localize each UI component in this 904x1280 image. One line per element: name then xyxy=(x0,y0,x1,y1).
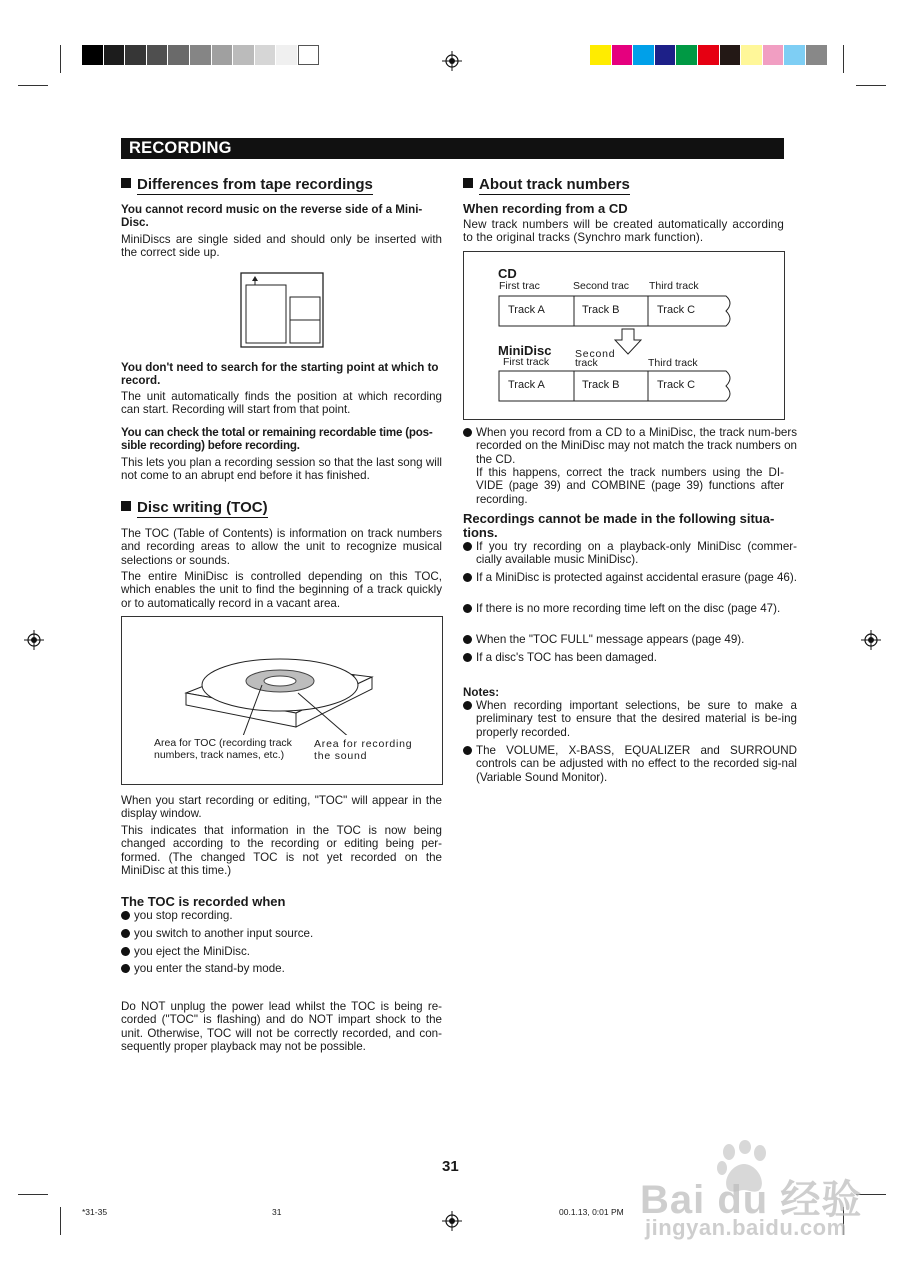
note-bullet: When recording important selections, be sure to make a preliminary test to ensure that the desired material is be-ing properly recorded. xyxy=(463,699,797,739)
cd-header: Second trac xyxy=(573,280,630,292)
section-header-bar xyxy=(121,138,784,159)
section-title: RECORDING xyxy=(129,139,232,157)
toc-p4: This indicates that information in the TOC is now being changed according to the recording or editing being per-formed. (The changed TOC is not yet recorded on the MiniDisc at this time.) xyxy=(121,824,442,878)
square-bullet-icon xyxy=(463,178,473,188)
md-header: Second xyxy=(575,348,616,360)
bullet-dot-icon xyxy=(463,701,472,710)
md-header: First track xyxy=(503,356,550,368)
bullet-dot-icon xyxy=(463,653,472,662)
down-arrow-icon xyxy=(614,328,642,356)
track-mismatch-fix: If this happens, correct the track numbers using the DI-VIDE (page 39) and COMBINE (page 39) functions after recording. xyxy=(476,466,784,506)
track-mismatch-bullet: When you record from a CD to a MiniDisc, the track num-bers recorded on the MiniDisc may not match the track numbers on the CD. xyxy=(463,426,797,466)
registration-mark-left-icon xyxy=(24,630,44,650)
md-header: track xyxy=(575,357,598,369)
diff-p3: This lets you plan a recording session so that the last song will not come to an abrupt end before it has finished. xyxy=(121,456,442,483)
toc-bullet: you enter the stand-by mode. xyxy=(121,962,455,975)
bullet-dot-icon xyxy=(463,542,472,551)
toc-area-label: Area for TOC (recording track numbers, track names, etc.) xyxy=(154,737,292,761)
toc-p3: When you start recording or editing, "TOC" will appear in the display window. xyxy=(121,794,442,821)
registration-mark-bottom-icon xyxy=(442,1211,462,1231)
page-number: 31 xyxy=(442,1158,459,1175)
slug-right: 00.1.13, 0:01 PM xyxy=(559,1207,624,1217)
md-track-cell: Track C xyxy=(657,379,696,391)
watermark-brand: Bai du 经验 xyxy=(640,1178,863,1222)
differences-heading: Differences from tape recordings xyxy=(121,176,373,193)
slug-mid: 31 xyxy=(272,1207,282,1217)
color-calibration-bar xyxy=(590,45,828,65)
minidisc-illustration xyxy=(240,272,324,348)
toc-recorded-heading: The TOC is recorded when xyxy=(121,894,286,909)
notes-heading: Notes: xyxy=(463,686,500,699)
bullet-dot-icon xyxy=(121,911,130,920)
slug-left: *31-35 xyxy=(82,1207,108,1217)
cd-track-cell: Track A xyxy=(508,304,545,316)
toc-figure xyxy=(121,616,443,785)
diff-p3-bold: You can check the total or remaining recordable time (pos-sible recording) before recording. xyxy=(121,426,433,453)
cannot-bullet: If there is no more recording time left on the disc (page 47). xyxy=(463,602,797,615)
registration-mark-top-icon xyxy=(442,51,462,71)
track-numbers-heading: About track numbers xyxy=(463,176,630,193)
toc-warning: Do NOT unplug the power lead whilst the TOC is being re-corded ("TOC" is flashing) and do NOT impart shock to the unit. Otherwise, TOC will not be correctly recorded, and con-sequently proper playback may not be possible. xyxy=(121,1000,442,1054)
trim-mark xyxy=(60,45,61,73)
track-diagram xyxy=(463,251,785,420)
trim-mark xyxy=(18,85,48,86)
toc-bullet: you switch to another input source. xyxy=(121,927,455,940)
bullet-dot-icon xyxy=(463,573,472,582)
trim-mark xyxy=(843,45,844,73)
disc-diagram xyxy=(182,635,392,735)
toc-p2: The entire MiniDisc is controlled depending on this TOC, which enables the unit to find the beginning of a track quickly or to automatically record in a vacant area. xyxy=(121,570,442,610)
bullet-dot-icon xyxy=(463,428,472,437)
cd-track-cell: Track C xyxy=(657,304,696,316)
toc-heading: Disc writing (TOC) xyxy=(121,499,268,516)
watermark-url: jingyan.baidu.com xyxy=(645,1215,847,1240)
toc-p1: The TOC (Table of Contents) is information on track numbers and recording areas to allow the unit to recognize musical selections or sounds. xyxy=(121,527,442,567)
cannot-bullet: If a MiniDisc is protected against accidental erasure (page 46). xyxy=(463,571,797,584)
bullet-dot-icon xyxy=(463,635,472,644)
bullet-dot-icon xyxy=(463,604,472,613)
minidisc-label: MiniDisc xyxy=(498,343,552,358)
cd-header: First trac xyxy=(499,280,540,292)
diff-p1-bold: You cannot record music on the reverse side of a Mini-Disc. xyxy=(121,203,423,230)
cannot-bullet: If a disc's TOC has been damaged. xyxy=(463,651,797,664)
md-header: Third track xyxy=(648,357,698,369)
md-track-cell: Track A xyxy=(508,379,545,391)
grayscale-calibration-bar xyxy=(82,45,319,65)
md-track-cell: Track B xyxy=(582,379,620,391)
bullet-dot-icon xyxy=(121,964,130,973)
cannot-bullet: If you try recording on a playback-only MiniDisc (commer-cially available music MiniDisc). xyxy=(463,540,797,567)
bullet-dot-icon xyxy=(121,929,130,938)
sound-area-label: Area for recording the sound xyxy=(314,738,413,762)
bullet-dot-icon xyxy=(463,746,472,755)
cd-recording-subheading: When recording from a CD xyxy=(463,201,628,216)
bullet-dot-icon xyxy=(121,947,130,956)
square-bullet-icon xyxy=(121,178,131,188)
diff-p2: The unit automatically finds the position at which recording can start. Recording will start from that point. xyxy=(121,390,442,417)
cannot-record-subheading: Recordings cannot be made in the following situa-tions. xyxy=(463,511,775,540)
square-bullet-icon xyxy=(121,501,131,511)
cd-recording-text: New track numbers will be created automatically according to the original tracks (Synchro mark function). xyxy=(463,218,784,245)
trim-mark xyxy=(18,1194,48,1195)
cd-header: Third track xyxy=(649,280,699,292)
note-bullet: The VOLUME, X-BASS, EQUALIZER and SURROUND controls can be adjusted with no effect to the recorded sig-nal (Variable Sound Monitor). xyxy=(463,744,797,784)
registration-mark-right-icon xyxy=(861,630,881,650)
toc-bullet: you eject the MiniDisc. xyxy=(121,945,455,958)
trim-mark xyxy=(856,85,886,86)
cannot-bullet: When the "TOC FULL" message appears (page 49). xyxy=(463,633,797,646)
diff-p1: MiniDiscs are single sided and should only be inserted with the correct side up. xyxy=(121,233,442,260)
cd-label: CD xyxy=(498,266,517,281)
trim-mark xyxy=(60,1207,61,1235)
cd-track-cell: Track B xyxy=(582,304,620,316)
diff-p2-bold: You don't need to search for the starting point at which to record. xyxy=(121,361,439,388)
toc-bullet: you stop recording. xyxy=(121,909,455,922)
